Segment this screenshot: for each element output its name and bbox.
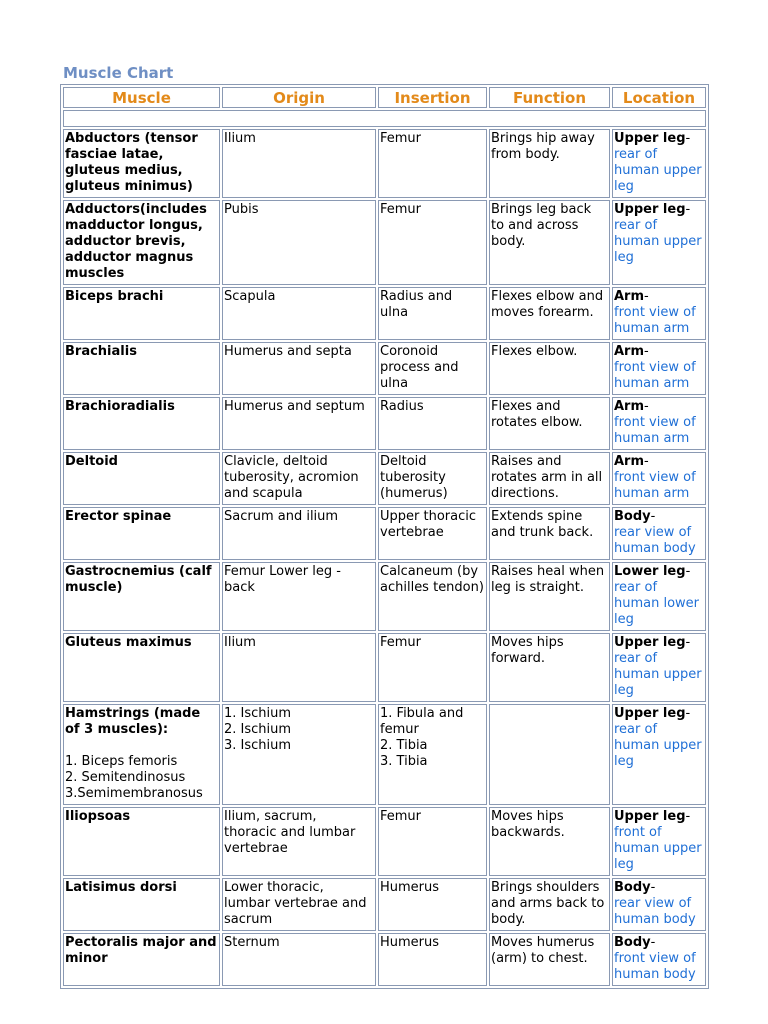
location-body-part: Body <box>614 935 651 950</box>
location-link[interactable]: rear of human upper leg <box>614 147 702 194</box>
table-row <box>63 397 706 450</box>
origin-cell: Humerus and septum <box>222 397 376 450</box>
insertion-cell: Humerus <box>378 878 487 931</box>
muscle-cell: Adductors(includes madductor longus, adductor brevis, adductor magnus muscles <box>63 200 220 285</box>
table-row <box>63 287 706 340</box>
location-body-part: Upper leg <box>614 706 686 721</box>
origin-cell: Femur Lower leg - back <box>222 562 376 631</box>
table-row <box>63 562 706 631</box>
function-cell: Moves hips backwards. <box>489 807 610 876</box>
location-link[interactable]: rear of human lower leg <box>614 580 700 627</box>
function-cell: Moves humerus (arm) to chest. <box>489 933 610 986</box>
table-row <box>63 200 706 285</box>
muscle-cell: Gastrocnemius (calf muscle) <box>63 562 220 631</box>
function-cell: Flexes and rotates elbow. <box>489 397 610 450</box>
origin-cell: Ilium <box>222 633 376 702</box>
origin-cell: Pubis <box>222 200 376 285</box>
muscle-cell <box>63 704 220 805</box>
table-row <box>63 452 706 505</box>
function-cell: Flexes elbow. <box>489 342 610 395</box>
function-cell: Raises heal when leg is straight. <box>489 562 610 631</box>
location-cell: Body- rear view of human body <box>612 507 706 560</box>
list-item: 3.Semimembranosus <box>65 786 203 801</box>
location-cell: Upper leg- rear of human upper leg <box>612 200 706 285</box>
table-row <box>63 507 706 560</box>
list-item: 1. Biceps femoris <box>65 754 178 769</box>
location-cell: Lower leg- rear of human lower leg <box>612 562 706 631</box>
insertion-cell: Radius <box>378 397 487 450</box>
insertion-cell: Femur <box>378 807 487 876</box>
location-link[interactable]: rear of human upper leg <box>614 218 702 265</box>
location-cell: Upper leg- front of human upper leg <box>612 807 706 876</box>
location-link[interactable]: front view of human arm <box>614 305 696 336</box>
location-cell: Arm- front view of human arm <box>612 397 706 450</box>
muscle-sublist <box>65 754 217 802</box>
list-item: 1. Fibula and femur <box>380 706 464 737</box>
header-location: Location <box>612 87 706 108</box>
function-cell: Brings shoulders and arms back to body. <box>489 878 610 931</box>
function-cell <box>489 704 610 805</box>
insertion-cell: Femur <box>378 633 487 702</box>
table-row <box>63 633 706 702</box>
list-item: 2. Tibia <box>380 738 428 753</box>
header-insertion: Insertion <box>378 87 487 108</box>
location-body-part: Upper leg <box>614 202 686 217</box>
list-item: 3. Tibia <box>380 754 428 769</box>
location-link[interactable]: rear of human upper leg <box>614 651 702 698</box>
location-body-part: Arm <box>614 344 645 359</box>
list-item: 2. Ischium <box>224 722 292 737</box>
location-cell: Arm- front view of human arm <box>612 452 706 505</box>
origin-cell: Sacrum and ilium <box>222 507 376 560</box>
insertion-cell: Coronoid process and ulna <box>378 342 487 395</box>
muscle-cell: Brachialis <box>63 342 220 395</box>
header-muscle: Muscle <box>63 87 220 108</box>
table-row <box>63 878 706 931</box>
location-link[interactable]: front view of human arm <box>614 415 696 446</box>
muscle-cell: Pectoralis major and minor <box>63 933 220 986</box>
origin-cell: Lower thoracic, lumbar vertebrae and sacrum <box>222 878 376 931</box>
location-cell: Body- front view of human body <box>612 933 706 986</box>
list-item: 1. Ischium <box>224 706 292 721</box>
location-link[interactable]: rear of human upper leg <box>614 722 702 769</box>
header-function: Function <box>489 87 610 108</box>
location-body-part: Arm <box>614 399 645 414</box>
location-link[interactable]: rear view of human body <box>614 525 696 556</box>
function-cell: Extends spine and trunk back. <box>489 507 610 560</box>
function-cell: Moves hips forward. <box>489 633 610 702</box>
location-link[interactable]: front view of human arm <box>614 470 696 501</box>
origin-cell: Clavicle, deltoid tuberosity, acromion and scapula <box>222 452 376 505</box>
location-body-part: Arm <box>614 454 645 469</box>
list-item: 3. Ischium <box>224 738 292 753</box>
origin-cell <box>222 704 376 805</box>
chart-title: Muscle Chart <box>63 64 174 82</box>
muscle-cell: Gluteus maximus <box>63 633 220 702</box>
location-cell: Arm- front view of human arm <box>612 342 706 395</box>
function-cell: Brings hip away from body. <box>489 129 610 198</box>
insertion-cell: Femur <box>378 129 487 198</box>
insertion-cell: Femur <box>378 200 487 285</box>
location-link[interactable]: front view of human arm <box>614 360 696 391</box>
muscle-cell: Erector spinae <box>63 507 220 560</box>
muscle-table <box>60 84 709 989</box>
spacer-row <box>63 110 706 127</box>
location-cell: Arm- front view of human arm <box>612 287 706 340</box>
list-item: 2. Semitendinosus <box>65 770 186 785</box>
origin-cell: Ilium <box>222 129 376 198</box>
location-cell: Upper leg- rear of human upper leg <box>612 633 706 702</box>
location-link[interactable]: rear view of human body <box>614 896 696 927</box>
function-cell: Raises and rotates arm in all directions. <box>489 452 610 505</box>
insertion-cell: Deltoid tuberosity (humerus) <box>378 452 487 505</box>
insertion-cell: Upper thoracic vertebrae <box>378 507 487 560</box>
origin-cell: Scapula <box>222 287 376 340</box>
origin-cell: Ilium, sacrum, thoracic and lumbar vertebrae <box>222 807 376 876</box>
muscle-name: Hamstrings (made of 3 muscles): <box>65 706 201 737</box>
function-cell: Brings leg back to and across body. <box>489 200 610 285</box>
origin-cell: Sternum <box>222 933 376 986</box>
table-row <box>63 704 706 805</box>
function-cell: Flexes elbow and moves forearm. <box>489 287 610 340</box>
table-row <box>63 342 706 395</box>
muscle-cell: Biceps brachi <box>63 287 220 340</box>
location-body-part: Body <box>614 509 651 524</box>
insertion-cell: Calcaneum (by achilles tendon) <box>378 562 487 631</box>
header-row <box>63 87 706 108</box>
insertion-cell: Radius and ulna <box>378 287 487 340</box>
location-body-part: Upper leg <box>614 635 686 650</box>
header-origin: Origin <box>222 87 376 108</box>
table-row <box>63 933 706 986</box>
muscle-cell: Latisimus dorsi <box>63 878 220 931</box>
location-cell: Upper leg- rear of human upper leg <box>612 129 706 198</box>
location-cell: Body- rear view of human body <box>612 878 706 931</box>
table-row <box>63 807 706 876</box>
location-cell: Upper leg- rear of human upper leg <box>612 704 706 805</box>
muscle-cell: Brachioradialis <box>63 397 220 450</box>
location-body-part: Body <box>614 880 651 895</box>
insertion-cell: Humerus <box>378 933 487 986</box>
insertion-cell <box>378 704 487 805</box>
location-body-part: Arm <box>614 289 645 304</box>
origin-cell: Humerus and septa <box>222 342 376 395</box>
muscle-cell: Deltoid <box>63 452 220 505</box>
muscle-cell: Abductors (tensor fasciae latae, gluteus medius, gluteus minimus) <box>63 129 220 198</box>
table-row <box>63 129 706 198</box>
location-body-part: Lower leg <box>614 564 686 579</box>
location-link[interactable]: front view of human body <box>614 951 696 982</box>
muscle-cell: Iliopsoas <box>63 807 220 876</box>
location-body-part: Upper leg <box>614 131 686 146</box>
location-link[interactable]: front of human upper leg <box>614 825 702 872</box>
location-body-part: Upper leg <box>614 809 686 824</box>
